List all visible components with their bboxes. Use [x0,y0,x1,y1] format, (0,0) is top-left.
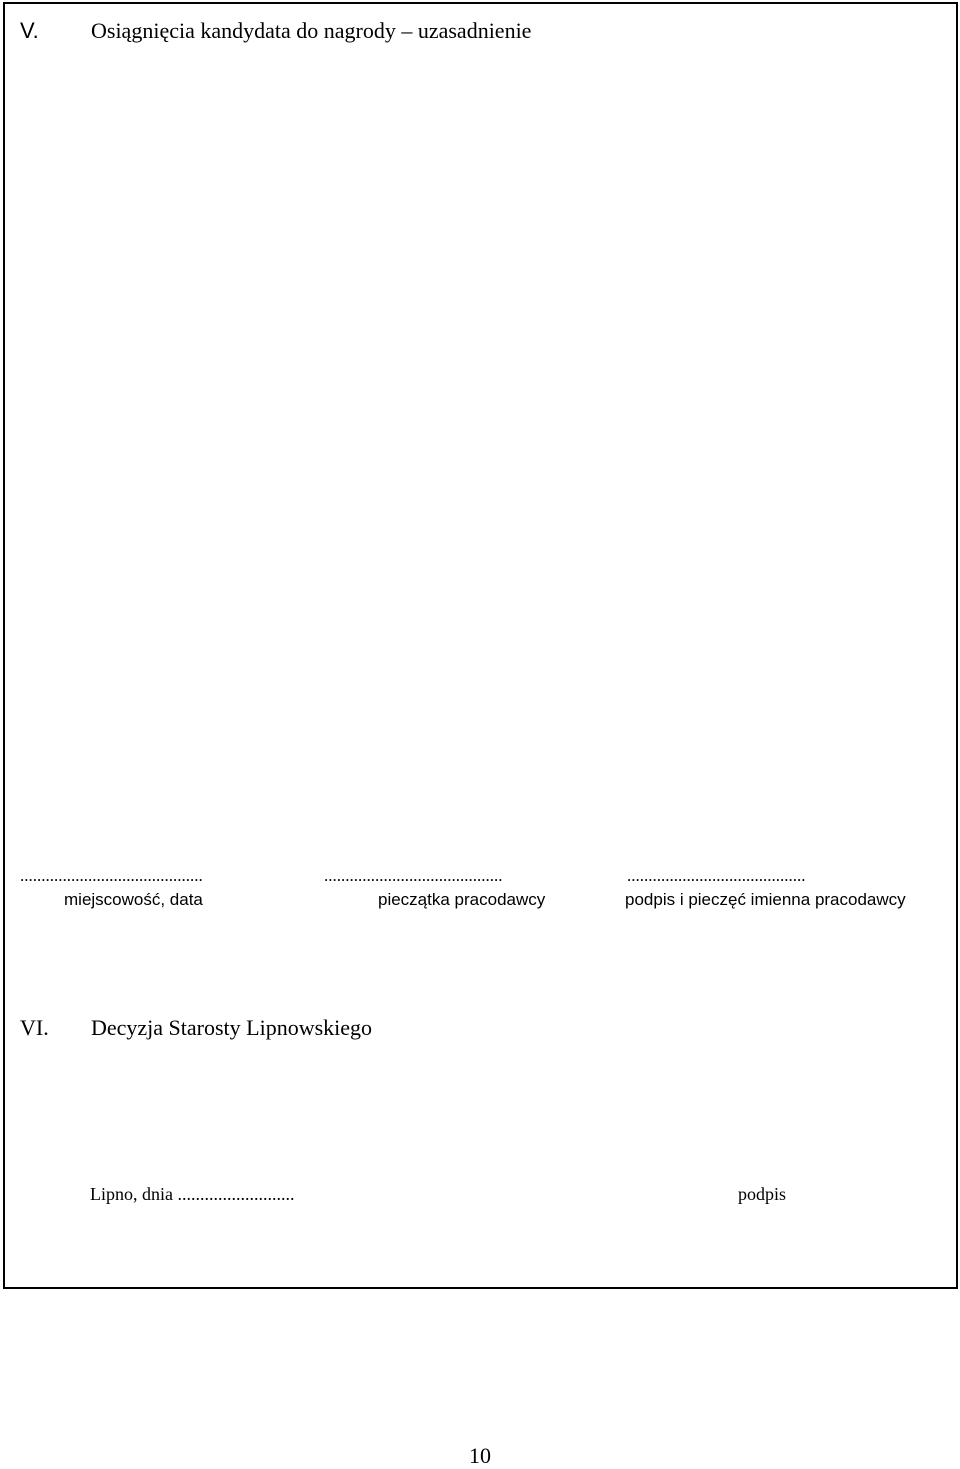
document-frame [3,2,958,1289]
employer-signature-dotted-line: .......................................... [627,866,806,885]
section-v-number: V. [20,18,39,43]
employer-signature-label: podpis i pieczęć imienna pracodawcy [625,890,906,909]
employer-stamp-label: pieczątka pracodawcy [378,890,546,909]
employer-stamp-dotted-line: .......................................... [324,866,503,885]
section-vi-title: Decyzja Starosty Lipnowskiego [91,1015,373,1040]
place-date-dotted-line: ........................................... [20,866,203,885]
page-number: 10 [469,1443,491,1468]
place-date-label: miejscowość, data [64,890,203,909]
section-vi-number: VI. [20,1015,49,1040]
section-v-title: Osiągnięcia kandydata do nagrody – uzasadnienie [91,18,532,43]
place-date-line: Lipno, dnia .......................... [90,1184,295,1204]
starost-signature-label: podpis [738,1184,787,1204]
